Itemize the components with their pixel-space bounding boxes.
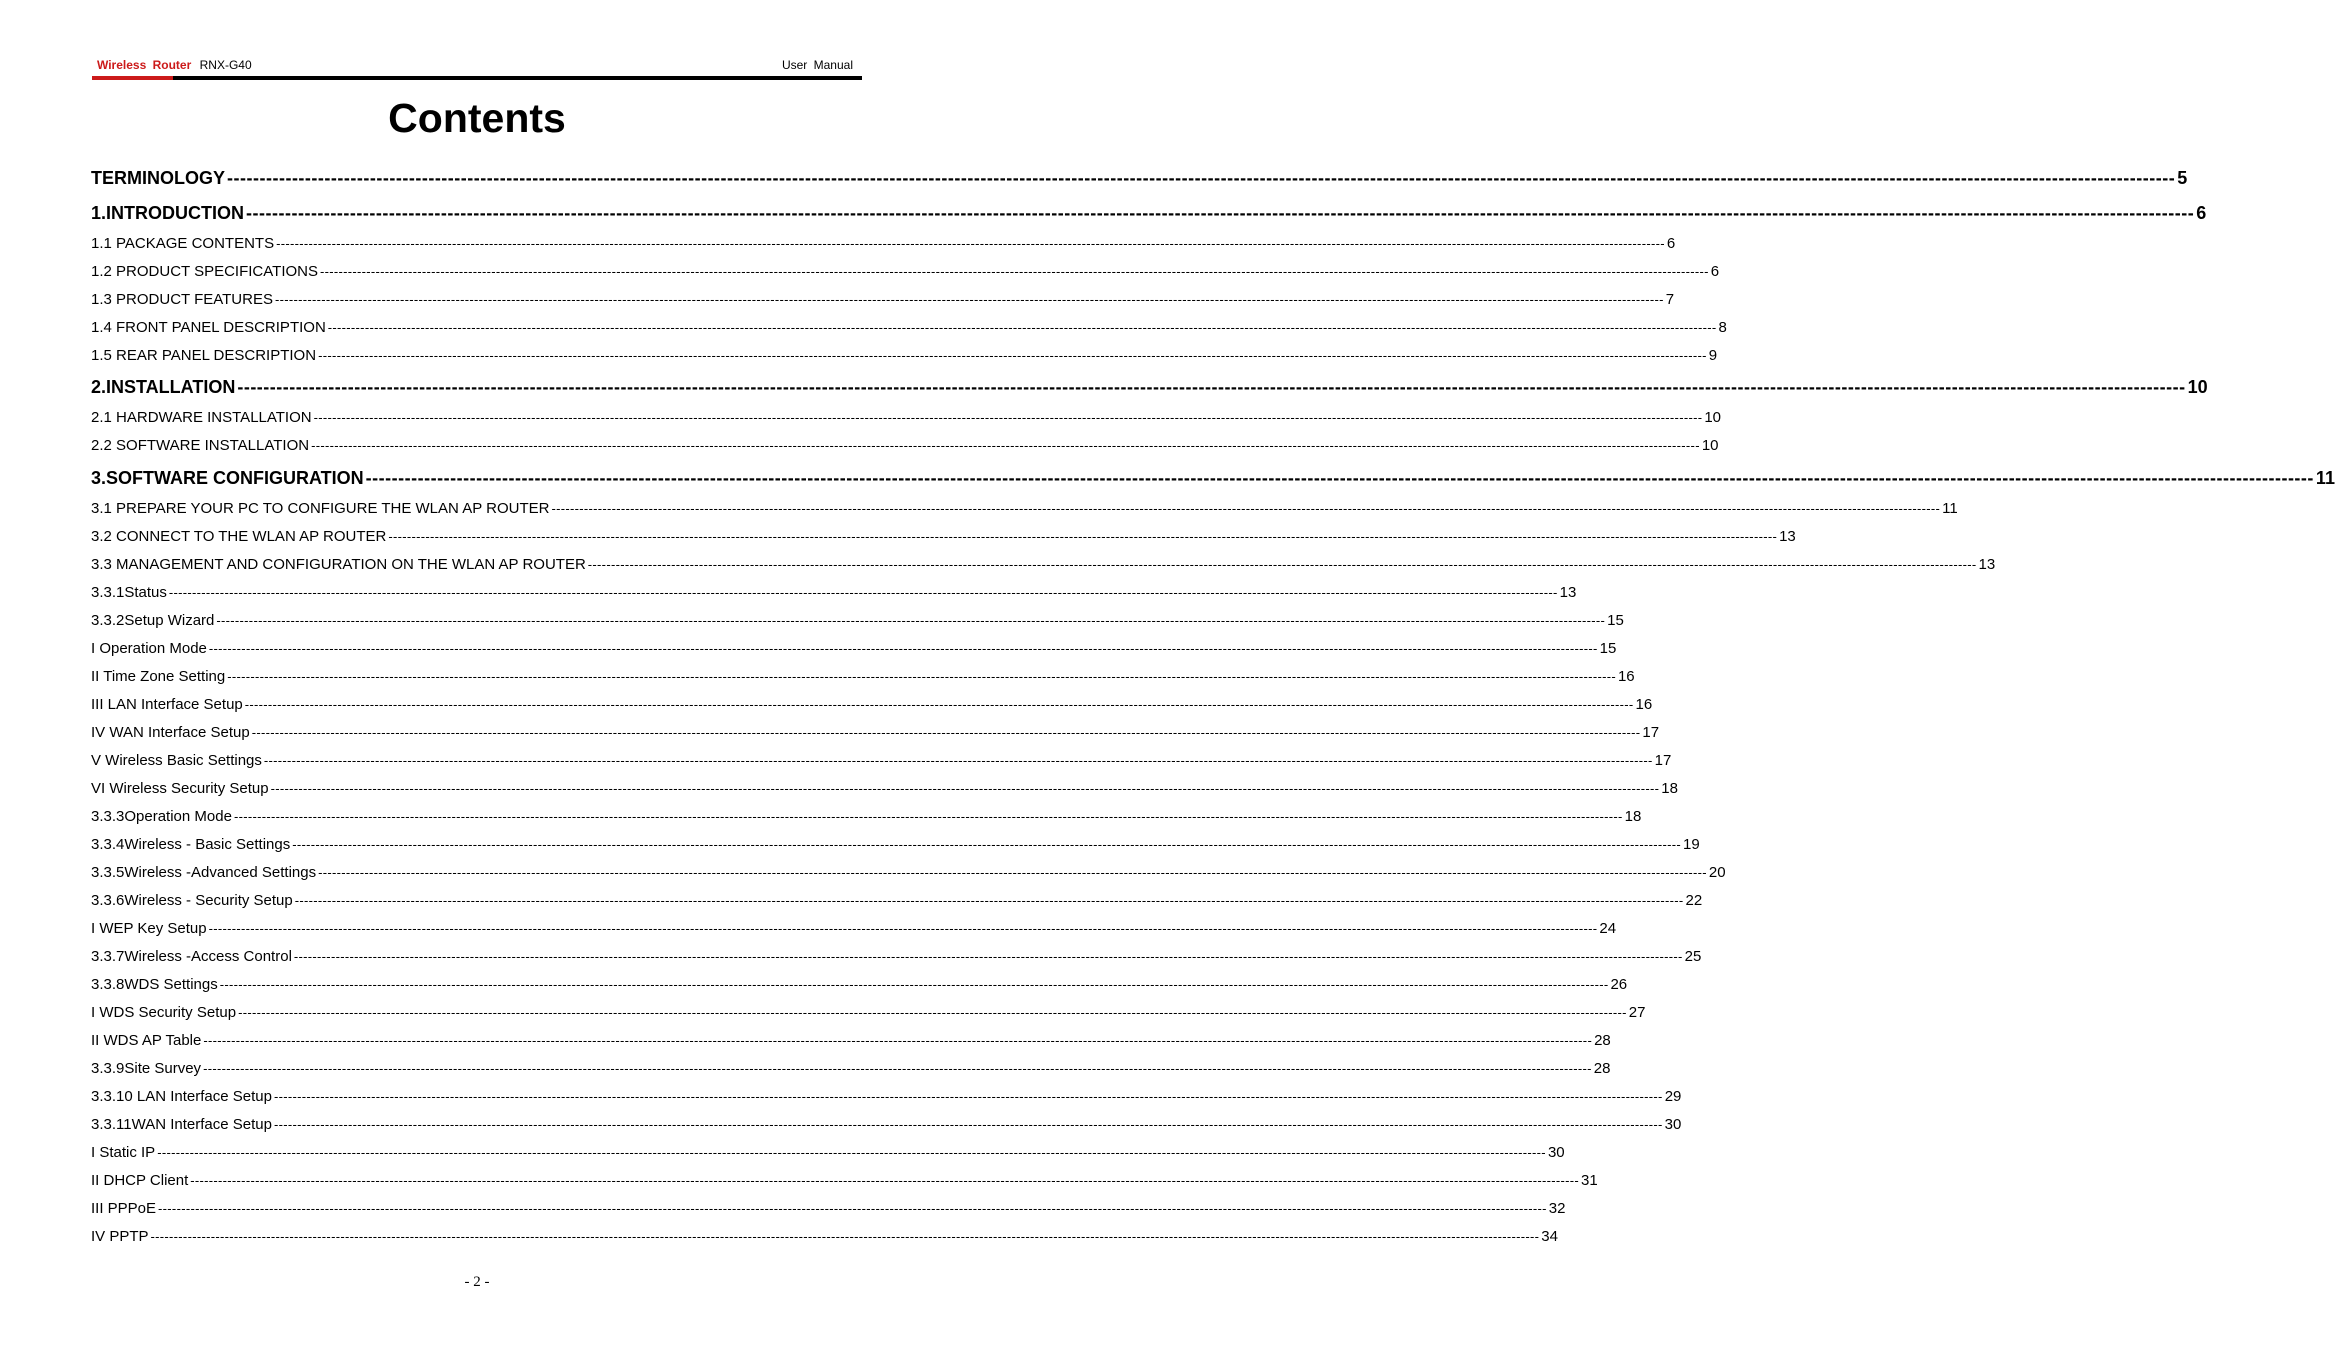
- toc-entry[interactable]: [91, 347, 1718, 365]
- toc-entry[interactable]: [91, 1088, 1682, 1106]
- toc-entry-label: 3.3.7Wireless -Access Control: [91, 948, 292, 965]
- toc-entry-page: 8: [1718, 319, 1727, 336]
- toc-entry[interactable]: [91, 752, 1672, 770]
- toc-entry-label: TERMINOLOGY: [91, 168, 225, 188]
- toc-entry-label: 2.2 SOFTWARE INSTALLATION: [91, 437, 310, 454]
- toc-entry-label: 1.4 FRONT PANEL DESCRIPTION: [91, 319, 326, 336]
- toc-entry[interactable]: [91, 948, 1702, 966]
- header-model: RNX-G40: [199, 58, 252, 72]
- toc-entry-page: 15: [1599, 640, 1617, 657]
- toc-entry-page: 11: [2315, 468, 2335, 488]
- toc-dot-leader: ------------------------------------------------------------------------------------------------------------------------------------------------------------------------------------------------------------------------------------------------------------------------------------------------------------: [157, 1145, 1546, 1160]
- toc-entry-label: II WDS AP Table: [91, 1032, 202, 1049]
- toc-entry-page: 32: [1548, 1200, 1566, 1217]
- toc-entry-label: 3.3.10 LAN Interface Setup: [91, 1088, 272, 1105]
- toc-entry-label: VI Wireless Security Setup: [91, 780, 269, 797]
- toc-dot-leader: ------------------------------------------------------------------------------------------------------------------------------------------------------------------------------------------------------------------------------------------------------------------------------------------------------------: [294, 893, 1684, 908]
- toc-dot-leader: ------------------------------------------------------------------------------------------------------------------------------------------------------------------------------------------------------------------------------------------------------------------------------------------------------------: [327, 320, 1717, 335]
- toc-entry-page: 25: [1684, 948, 1702, 965]
- toc-dot-leader: ------------------------------------------------------------------------------------------------------------------------------------------------------------------------------------------------------------------------------------------------------------------------------------------------------------: [208, 921, 1598, 936]
- toc-entry[interactable]: [91, 409, 1722, 427]
- toc-entry-label: 1.1 PACKAGE CONTENTS: [91, 235, 275, 252]
- toc-entry-page: 16: [1617, 668, 1635, 685]
- toc-entry[interactable]: [91, 319, 1727, 337]
- toc-entry-page: 30: [1664, 1116, 1682, 1133]
- toc-dot-leader: ------------------------------------------------------------------------------------------------------------------------------------------------------------------------------------------------------------------------------------------------------------------------------------------------------------: [244, 697, 1634, 712]
- toc-entry[interactable]: [91, 1060, 1611, 1078]
- page-title: Contents: [388, 95, 566, 141]
- toc-entry-page: 10: [1704, 409, 1722, 426]
- toc-entry-label: 3.3.1Status: [91, 584, 167, 601]
- toc-entry-page: 26: [1610, 976, 1628, 993]
- toc-dot-leader: ------------------------------------------------------------------------------------------------------------------------------------------------------------------------------------------------------------------------------------------------------------------------------------------------------------: [219, 977, 1609, 992]
- toc-entry-page: 10: [2187, 377, 2208, 397]
- toc-entry[interactable]: [91, 167, 2188, 189]
- toc-dot-leader: ------------------------------------------------------------------------------------------------------------------------------------------------------------------------------------------------------------------------------------------------------------------------------------------------------------: [251, 725, 1641, 740]
- toc-entry[interactable]: [91, 291, 1675, 309]
- toc-dot-leader: ------------------------------------------------------------------------------------------------------------------------------------------------------------------------------------------------------------------------------------------------------------------------------------------------------------: [388, 529, 1778, 544]
- header-brand: Wireless Router: [97, 58, 192, 72]
- toc-dot-leader: ------------------------------------------------------------------------------------------------------------------------------------------------------------------------------------------------------------------------------------------------------------------------------------------------------------: [318, 865, 1707, 880]
- toc-dot-leader: ------------------------------------------------------------------------------------------------------------------------------------------------------------------------------------------------------------------------------------------------------------------------------------------------------------: [208, 641, 1598, 656]
- toc-entry-label: 3.3.4Wireless - Basic Settings: [91, 836, 291, 853]
- toc-entry-label: 3.SOFTWARE CONFIGURATION: [91, 468, 364, 488]
- toc-dot-leader: ------------------------------------------------------------------------------------------------------------------------------------------------------------------------------------------------------------------------------------------------------------------------------------------------------------: [273, 1089, 1663, 1104]
- toc-entry-page: 34: [1541, 1228, 1558, 1245]
- toc-dot-leader: ------------------------------------------------------------------------------------------------------------------------------------------------------------------------------------------------------------------------------------------------------------------------------------------------------------: [227, 669, 1616, 684]
- toc-entry-label: II Time Zone Setting: [91, 668, 226, 685]
- toc-entry[interactable]: [91, 1200, 1566, 1218]
- toc-entry-page: 18: [1661, 780, 1678, 797]
- header-left: [97, 58, 252, 72]
- toc-entry-page: 18: [1624, 808, 1642, 825]
- toc-dot-leader: ------------------------------------------------------------------------------------------------------------------------------------------------------------------------------------------------------------------------------------------------------------------------------------------------------------: [168, 585, 1558, 600]
- toc-entry-label: III PPPoE: [91, 1200, 157, 1217]
- toc-entry[interactable]: [91, 556, 1996, 574]
- toc-entry-label: 3.3.5Wireless -Advanced Settings: [91, 864, 317, 881]
- toc-entry-page: 17: [1654, 752, 1672, 769]
- toc-entry-label: 1.INTRODUCTION: [91, 203, 244, 223]
- toc-entry-label: I WDS Security Setup: [91, 1004, 237, 1021]
- toc-entry[interactable]: [91, 1144, 1565, 1162]
- toc-entry[interactable]: [91, 612, 1624, 630]
- toc-entry-label: 3.2 CONNECT TO THE WLAN AP ROUTER: [91, 528, 387, 545]
- toc-entry-page: 28: [1593, 1060, 1611, 1077]
- toc-entry-page: 10: [1701, 437, 1719, 454]
- toc-dot-leader: ------------------------------------------------------------------------------------------------------------------------------------------------------------------------------------------------------------------------------------------------------------------------------------------------------------: [292, 837, 1681, 852]
- toc-dot-leader: ------------------------------------------------------------------------------------------------------------------------------------------------------------------------------------------------------------------------------------------------------------------------------------------------------------: [263, 753, 1653, 768]
- toc-dot-leader: ------------------------------------------------------------------------------------------------------------------------------------------------------------------------------------------------------------------------------------------------------------------------------------------------------------: [320, 264, 1709, 279]
- toc-entry-label: 3.1 PREPARE YOUR PC TO CONFIGURE THE WLAN AP ROUTER: [91, 500, 550, 517]
- toc-dot-leader: ------------------------------------------------------------------------------------------------------------------------------------------------------------------------------------------------------------------------------------------------------------------------------------------------------------: [273, 1117, 1663, 1132]
- toc-entry-page: 24: [1599, 920, 1617, 937]
- toc-entry[interactable]: [91, 528, 1796, 546]
- toc-entry-label: I WEP Key Setup: [91, 920, 207, 937]
- toc-entry-label: 3.3.8WDS Settings: [91, 976, 218, 993]
- toc-entry-label: II DHCP Client: [91, 1172, 189, 1189]
- toc-entry[interactable]: [91, 235, 1676, 253]
- toc-dot-leader: ------------------------------------------------------------------------------------------------------------------------------------------------------------------------------------------------------------------------------------------------------------------------------------------------------------: [270, 781, 1660, 796]
- page-number: - 2 -: [464, 1274, 490, 1290]
- toc-entry-label: 1.2 PRODUCT SPECIFICATIONS: [91, 263, 318, 280]
- toc-entry[interactable]: [91, 892, 1703, 910]
- toc-entry-label: 2.INSTALLATION: [91, 377, 236, 397]
- toc-dot-leader: ------------------------------------------------------------------------------------------------------------------------------------------------------------------------------------------------------------------------------------------------------------------------------------------------------------: [216, 613, 1606, 628]
- toc-dot-leader: ------------------------------------------------------------------------------------------------------------------------------------------------------------------------------------------------------------------------------------------------------------------------------------------------------------: [274, 292, 1664, 307]
- toc-entry-page: 22: [1685, 892, 1703, 909]
- toc-dot-leader: ------------------------------------------------------------------------------------------------------------------------------------------------------------------------------------------------------------------------------------------------------------------------------------------------------------: [313, 410, 1703, 425]
- toc-entry-page: 5: [2177, 168, 2188, 188]
- toc-entry-page: 19: [1682, 836, 1700, 853]
- toc-entry-page: 20: [1708, 864, 1726, 881]
- header-manual-label: User Manual: [781, 58, 853, 72]
- toc-entry-page: 29: [1664, 1088, 1682, 1105]
- toc-dot-leader: ------------------------------------------------------------------------------------------------------------------------------------------------------------------------------------------------------------------------------------------------------------------------------------------------------------: [246, 203, 2195, 223]
- toc-entry[interactable]: [91, 1116, 1682, 1134]
- toc-entry-page: 6: [2196, 203, 2207, 223]
- header-rule: [92, 76, 862, 80]
- toc-entry-page: 6: [1710, 263, 1720, 280]
- toc-dot-leader: ------------------------------------------------------------------------------------------------------------------------------------------------------------------------------------------------------------------------------------------------------------------------------------------------------------: [276, 236, 1665, 251]
- toc-entry-label: 2.1 HARDWARE INSTALLATION: [91, 409, 312, 426]
- toc-dot-leader: ------------------------------------------------------------------------------------------------------------------------------------------------------------------------------------------------------------------------------------------------------------------------------------------------------------: [587, 557, 1977, 572]
- toc-entry[interactable]: [91, 836, 1700, 854]
- toc-entry-page: 9: [1708, 347, 1718, 364]
- toc-entry-label: V Wireless Basic Settings: [91, 752, 262, 769]
- toc-entry-page: 15: [1607, 612, 1624, 629]
- toc-dot-leader: ------------------------------------------------------------------------------------------------------------------------------------------------------------------------------------------------------------------------------------------------------------------------------------------------------------: [150, 1229, 1540, 1244]
- toc-entry-label: 3.3 MANAGEMENT AND CONFIGURATION ON THE WLAN AP ROUTER: [91, 556, 586, 573]
- toc-entry[interactable]: [91, 1172, 1598, 1190]
- toc-entry[interactable]: [91, 640, 1617, 658]
- toc-entry-page: 31: [1581, 1172, 1598, 1189]
- toc-entry-label: IV PPTP: [91, 1228, 149, 1245]
- toc-entry[interactable]: [91, 1032, 1611, 1050]
- toc-entry-page: 30: [1547, 1144, 1565, 1161]
- toc-entry-label: I Static IP: [91, 1144, 156, 1161]
- toc-entry[interactable]: [91, 976, 1628, 994]
- toc-dot-leader: ------------------------------------------------------------------------------------------------------------------------------------------------------------------------------------------------------------------------------------------------------------------------------------------------------------: [365, 468, 2314, 488]
- toc-entry-label: 3.3.6Wireless - Security Setup: [91, 892, 293, 909]
- toc-dot-leader: ------------------------------------------------------------------------------------------------------------------------------------------------------------------------------------------------------------------------------------------------------------------------------------------------------------: [311, 438, 1700, 453]
- toc-dot-leader: ------------------------------------------------------------------------------------------------------------------------------------------------------------------------------------------------------------------------------------------------------------------------------------------------------------: [158, 1201, 1547, 1216]
- toc-entry[interactable]: [91, 584, 1577, 602]
- header-rule-accent: [92, 76, 173, 80]
- toc-entry-label: 1.5 REAR PANEL DESCRIPTION: [91, 347, 317, 364]
- toc-dot-leader: ------------------------------------------------------------------------------------------------------------------------------------------------------------------------------------------------------------------------------------------------------------------------------------------------------------: [237, 377, 2186, 397]
- toc-entry-page: 13: [1779, 528, 1796, 545]
- toc-entry-page: 13: [1559, 584, 1577, 601]
- toc-entry-page: 27: [1628, 1004, 1646, 1021]
- toc-dot-leader: ------------------------------------------------------------------------------------------------------------------------------------------------------------------------------------------------------------------------------------------------------------------------------------------------------------: [227, 168, 2176, 188]
- toc-entry[interactable]: [91, 780, 1678, 798]
- toc-entry-label: 1.3 PRODUCT FEATURES: [91, 291, 273, 308]
- toc-entry-label: 3.3.9Site Survey: [91, 1060, 202, 1077]
- toc-dot-leader: ------------------------------------------------------------------------------------------------------------------------------------------------------------------------------------------------------------------------------------------------------------------------------------------------------------: [318, 348, 1707, 363]
- toc-entry-page: 17: [1642, 724, 1660, 741]
- page-header: [92, 58, 862, 82]
- toc-dot-leader: ------------------------------------------------------------------------------------------------------------------------------------------------------------------------------------------------------------------------------------------------------------------------------------------------------------: [203, 1061, 1592, 1076]
- toc-entry[interactable]: [91, 1004, 1646, 1022]
- toc-entry[interactable]: [91, 724, 1660, 742]
- toc-entry-label: 3.3.3Operation Mode: [91, 808, 232, 825]
- toc-dot-leader: ------------------------------------------------------------------------------------------------------------------------------------------------------------------------------------------------------------------------------------------------------------------------------------------------------------: [203, 1033, 1593, 1048]
- toc-entry[interactable]: [91, 202, 2207, 224]
- toc-dot-leader: ------------------------------------------------------------------------------------------------------------------------------------------------------------------------------------------------------------------------------------------------------------------------------------------------------------: [293, 949, 1683, 964]
- toc-dot-leader: ------------------------------------------------------------------------------------------------------------------------------------------------------------------------------------------------------------------------------------------------------------------------------------------------------------: [551, 501, 1941, 516]
- toc-entry[interactable]: [91, 1228, 1558, 1246]
- toc-entry[interactable]: [91, 263, 1720, 281]
- toc-entry-label: III LAN Interface Setup: [91, 696, 243, 713]
- toc-entry[interactable]: [91, 920, 1617, 938]
- toc-entry[interactable]: [91, 467, 2335, 489]
- toc-entry-page: 7: [1665, 291, 1675, 308]
- toc-entry-page: 28: [1594, 1032, 1611, 1049]
- toc-entry[interactable]: [91, 437, 1719, 455]
- toc-entry[interactable]: [91, 808, 1642, 826]
- toc-dot-leader: ------------------------------------------------------------------------------------------------------------------------------------------------------------------------------------------------------------------------------------------------------------------------------------------------------------: [190, 1173, 1579, 1188]
- toc-entry[interactable]: [91, 500, 1958, 518]
- toc-entry[interactable]: [91, 668, 1635, 686]
- toc-entry-page: 16: [1635, 696, 1653, 713]
- toc-entry-label: 3.3.11WAN Interface Setup: [91, 1116, 272, 1133]
- toc-entry[interactable]: [91, 696, 1653, 714]
- toc-entry-label: 3.3.2Setup Wizard: [91, 612, 215, 629]
- toc-entry-page: 11: [1942, 500, 1958, 517]
- toc-entry-page: 6: [1666, 235, 1676, 252]
- toc-entry[interactable]: [91, 864, 1726, 882]
- toc-entry-label: IV WAN Interface Setup: [91, 724, 250, 741]
- toc-dot-leader: ------------------------------------------------------------------------------------------------------------------------------------------------------------------------------------------------------------------------------------------------------------------------------------------------------------: [233, 809, 1623, 824]
- toc-dot-leader: ------------------------------------------------------------------------------------------------------------------------------------------------------------------------------------------------------------------------------------------------------------------------------------------------------------: [238, 1005, 1627, 1020]
- toc-entry-label: I Operation Mode: [91, 640, 207, 657]
- toc-entry-page: 13: [1978, 556, 1996, 573]
- toc-entry[interactable]: [91, 376, 2208, 398]
